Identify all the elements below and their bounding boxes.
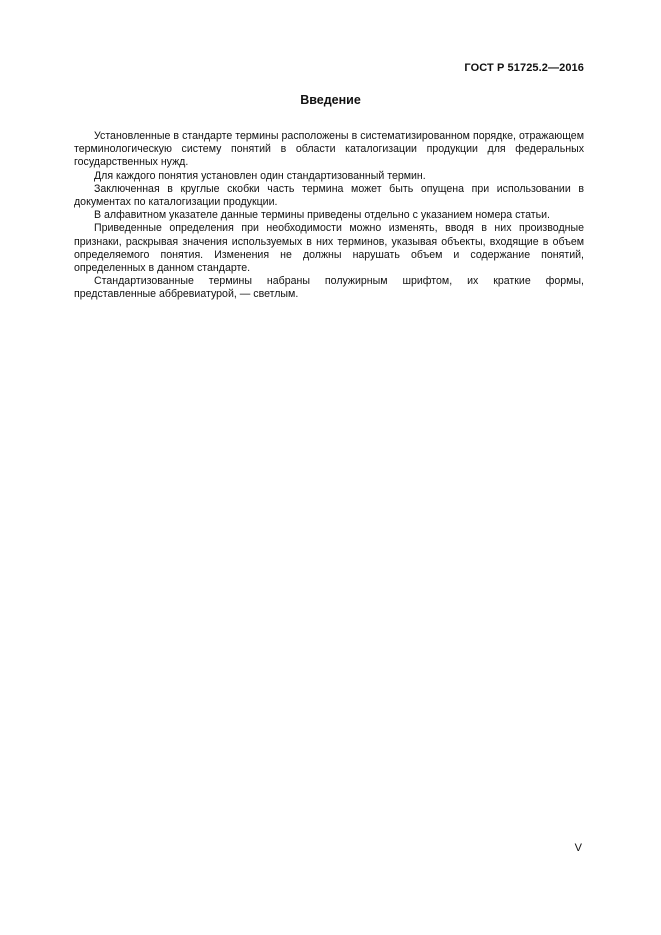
paragraph: Для каждого понятия установлен один стандартизованный термин. — [94, 169, 426, 182]
paragraph: Установленные в стандарте термины расположены в систематизированном порядке, отражающем терминологическую систему понятий в области каталогизации продукции для федеральных государственных нужд. — [74, 130, 584, 169]
document-code: ГОСТ Р 51725.2—2016 — [464, 62, 584, 74]
paragraph: Заключенная в круглые скобки часть термина может быть опущена при использовании в документах по каталогизации продукции. — [74, 182, 584, 209]
paragraph: Приведенные определения при необходимости можно изменять, вводя в них производные признаки, раскрывая значения используемых в них терминов, указывая объекты, входящие в объем определяемого понятия. Изменения не должны нарушать объем и содержание понятий, определенных в данном стандарте. — [74, 222, 584, 275]
paragraph: В алфавитном указателе данные термины приведены отдельно с указанием номера статьи. — [94, 209, 550, 222]
paragraph: Стандартизованные термины набраны полужирным шрифтом, их краткие формы, представленные аббревиатурой, — светлым. — [74, 275, 584, 301]
section-body — [74, 130, 584, 302]
section-title: Введение — [300, 93, 361, 107]
page-number: V — [574, 842, 582, 854]
